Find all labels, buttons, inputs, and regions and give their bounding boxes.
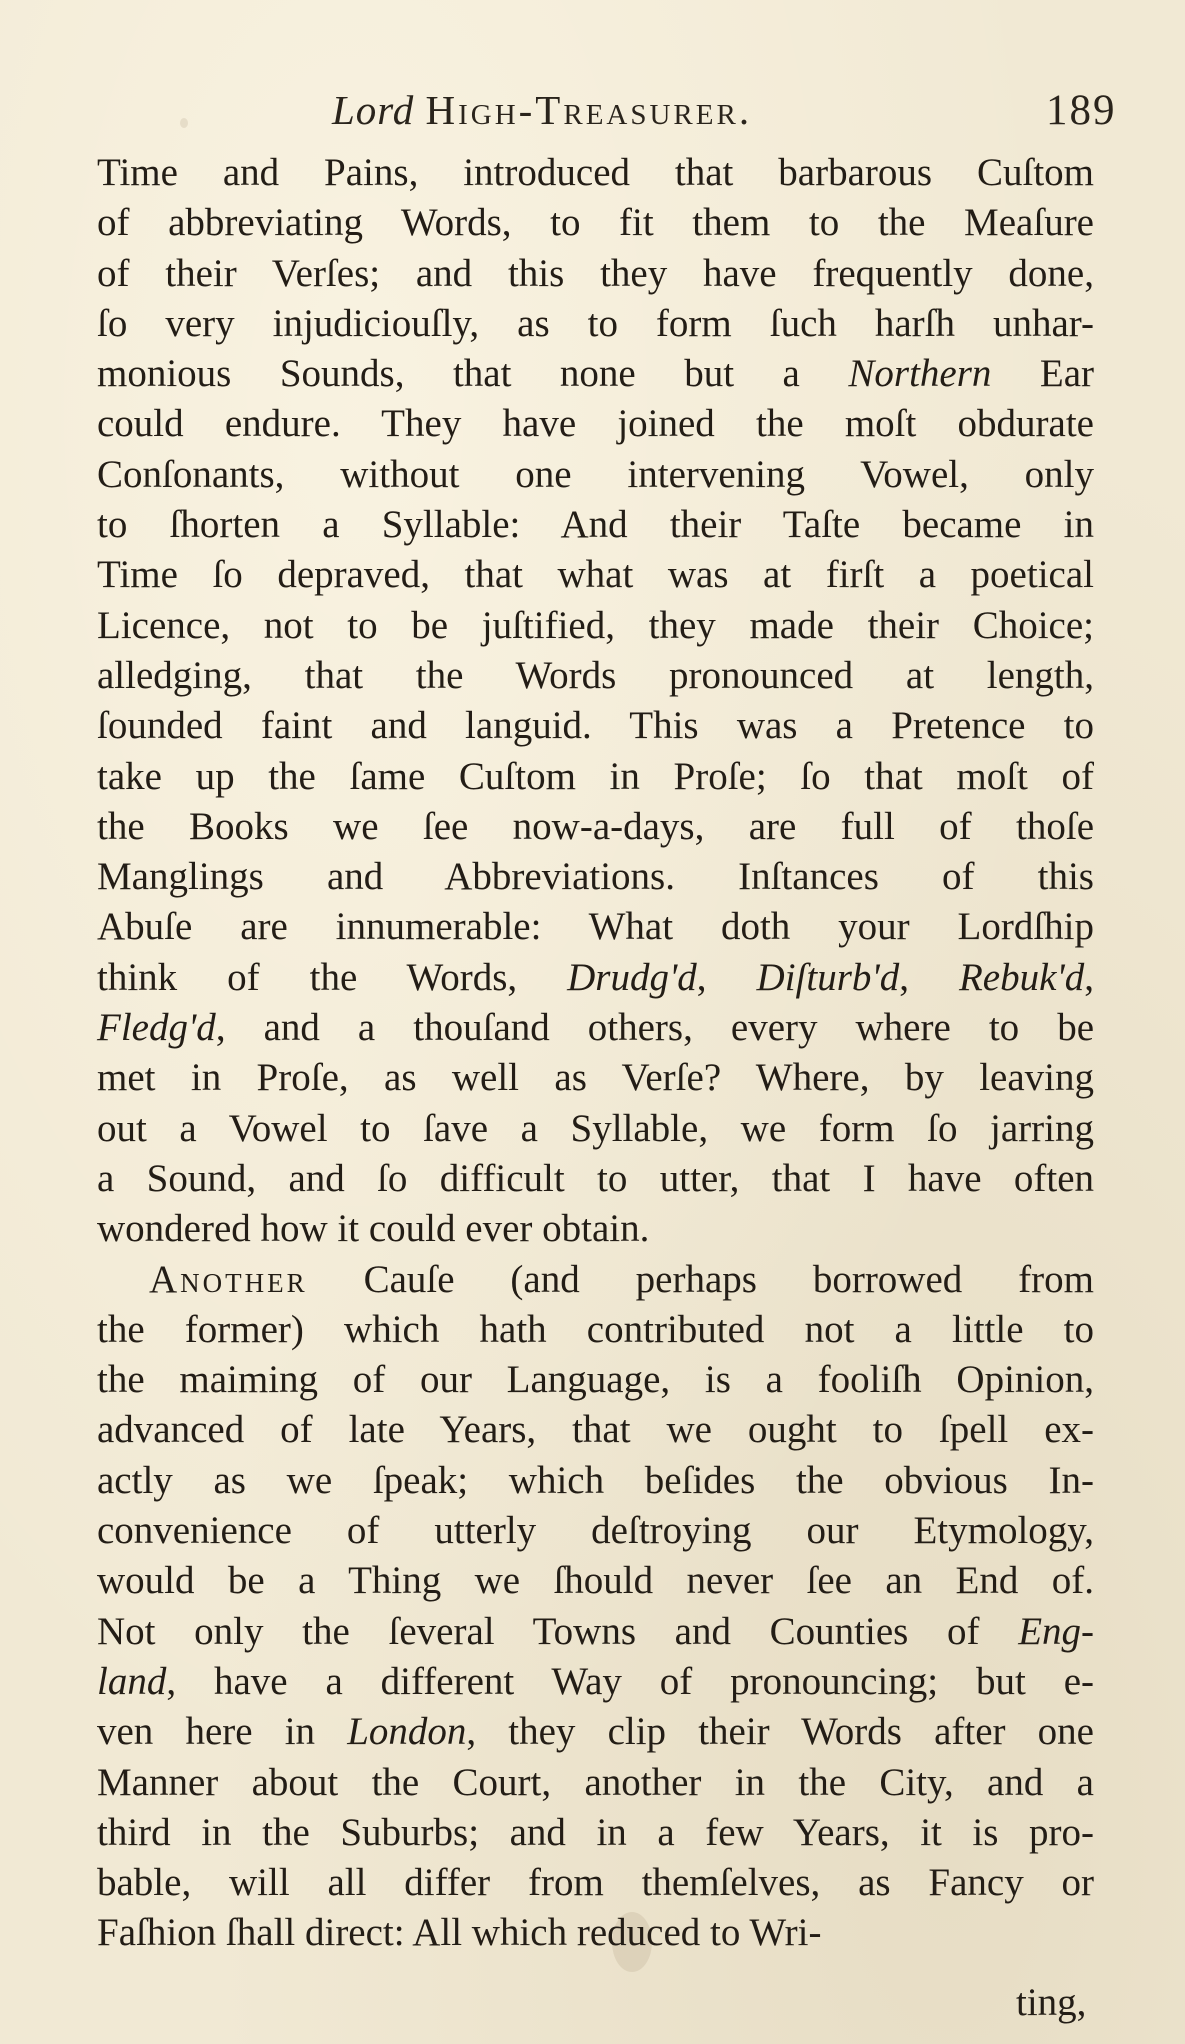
text-line — [97, 1104, 1094, 1154]
text-segment: third in the Suburbs; and in a few Years, it is pro- — [97, 1810, 1094, 1854]
text-segment: , — [899, 955, 959, 999]
text-line — [97, 1053, 1094, 1103]
text-segment: Cauſe (and perhaps borrowed from — [307, 1257, 1094, 1301]
text-segment: think of the Words, — [97, 955, 568, 999]
text-line — [97, 1556, 1094, 1606]
text-line — [97, 1657, 1094, 1707]
text-segment: a Sound, and ſo difficult to utter, that I have often — [97, 1156, 1094, 1200]
text-line — [97, 1607, 1094, 1657]
italic-text: land — [97, 1659, 167, 1703]
paragraph — [97, 1255, 1094, 1959]
text-segment: advanced of late Years, that we ought to ſpell ex- — [97, 1408, 1094, 1452]
running-head-title-italic: Lord — [332, 87, 415, 133]
text-segment: , and a thouſand others, every where to be — [215, 1006, 1094, 1050]
text-segment: convenience of utterly deſtroying our Etymology, — [97, 1509, 1094, 1553]
text-segment: Not only the ſeveral Towns and Counties of — [97, 1609, 1019, 1653]
running-head-title-caps: High-Treasurer. — [425, 87, 753, 133]
text-segment: met in Proſe, as well as Verſe? Where, by leaving — [97, 1056, 1094, 1100]
text-segment: wondered how it could ever obtain. — [97, 1207, 650, 1251]
text-line — [97, 1154, 1094, 1204]
text-line — [97, 1204, 1094, 1254]
text-segment: the maiming of our Language, is a fooliſh Opinion, — [97, 1358, 1094, 1402]
italic-text: Eng- — [1018, 1609, 1094, 1653]
text-line — [97, 902, 1094, 952]
text-line — [97, 1405, 1094, 1455]
text-segment: ſounded faint and languid. This was a Pretence to — [97, 704, 1094, 748]
text-segment: of abbreviating Words, to fit them to the Meaſure — [97, 201, 1094, 245]
italic-text: Drudg'd — [567, 955, 697, 999]
text-segment: Licence, not to be juſtified, they made their Choice; — [97, 603, 1094, 647]
text-segment: Time and Pains, introduced that barbarous Cuſtom — [97, 151, 1094, 194]
italic-text: Northern — [848, 352, 992, 396]
text-segment: the Books we ſee now-a-days, are full of thoſe — [97, 804, 1094, 848]
text-line — [97, 1003, 1094, 1053]
text-segment: Conſonants, without one intervening Vowel, only — [97, 452, 1094, 496]
text-line — [97, 1456, 1094, 1506]
text-line — [97, 399, 1094, 449]
text-segment: actly as we ſpeak; which beſides the obvious In- — [97, 1458, 1094, 1502]
text-line — [97, 148, 1094, 198]
text-segment: Manner about the Court, another in the City, and a — [97, 1760, 1094, 1804]
text-line — [97, 752, 1094, 802]
text-segment: bable, will all differ from themſelves, as Fancy or — [97, 1861, 1094, 1905]
text-segment: , — [1084, 955, 1095, 999]
text-line — [97, 450, 1094, 500]
text-segment: Time ſo depraved, that what was at firſt a poetical — [97, 553, 1094, 597]
text-line — [97, 1305, 1094, 1355]
text-line — [97, 953, 1094, 1003]
text-line — [97, 1908, 1094, 1958]
text-line — [97, 852, 1094, 902]
text-line — [97, 601, 1094, 651]
text-segment: , have a different Way of pronouncing; but e- — [166, 1659, 1094, 1703]
italic-text: Rebuk'd — [958, 955, 1085, 999]
text-segment: alledging, that the Words pronounced at length, — [97, 653, 1094, 697]
text-segment: ven here in — [97, 1710, 348, 1754]
text-segment: the former) which hath contributed not a little to — [97, 1307, 1094, 1351]
text-segment: Manglings and Abbreviations. Inſtances of this — [97, 855, 1094, 899]
text-line — [97, 550, 1094, 600]
text-line — [97, 1858, 1094, 1908]
text-segment: , — [696, 955, 757, 999]
small-caps-text: Another — [149, 1257, 308, 1301]
text-line — [97, 1808, 1094, 1858]
text-segment: to ſhorten a Syllable: And their Taſte became in — [97, 503, 1094, 547]
text-segment: ſo very injudiciouſly, as to form ſuch harſh unhar- — [97, 301, 1094, 345]
text-segment: , they clip their Words after one — [466, 1710, 1094, 1754]
text-segment: could endure. They have joined the moſt obdurate — [97, 402, 1094, 446]
text-line — [97, 651, 1094, 701]
italic-text: Fledg'd — [97, 1006, 216, 1050]
text-segment: would be a Thing we ſhould never ſee an End of. — [97, 1559, 1094, 1603]
text-line — [97, 198, 1094, 248]
text-line — [97, 1355, 1094, 1405]
running-head-title — [332, 86, 752, 134]
text-line — [97, 299, 1094, 349]
text-line — [97, 1255, 1094, 1305]
catchword: ting, — [1016, 1981, 1087, 2024]
text-segment: Abuſe are innumerable: What doth your Lordſhip — [97, 905, 1094, 949]
text-line — [97, 349, 1094, 399]
text-line — [97, 1506, 1094, 1556]
text-line — [97, 1758, 1094, 1808]
text-segment: Ear — [991, 352, 1095, 396]
italic-text: Diſturb'd — [756, 955, 900, 999]
text-segment: take up the ſame Cuſtom in Proſe; ſo that moſt of — [97, 754, 1094, 798]
text-line — [97, 802, 1094, 852]
paragraph — [97, 148, 1094, 1255]
body-text — [97, 148, 1094, 1959]
italic-text: London — [347, 1710, 467, 1754]
running-head — [0, 86, 1185, 146]
text-segment: of their Verſes; and this they have frequently done, — [97, 251, 1094, 295]
text-segment: Faſhion ſhall direct: All which reduced to Wri- — [97, 1911, 822, 1955]
page-number: 189 — [1046, 87, 1117, 134]
text-line — [97, 701, 1094, 751]
text-line — [97, 500, 1094, 550]
text-segment: monious Sounds, that none but a — [97, 352, 849, 396]
text-line — [97, 1707, 1094, 1757]
text-segment: out a Vowel to ſave a Syllable, we form ſo jarring — [97, 1106, 1094, 1150]
text-line — [97, 249, 1094, 299]
